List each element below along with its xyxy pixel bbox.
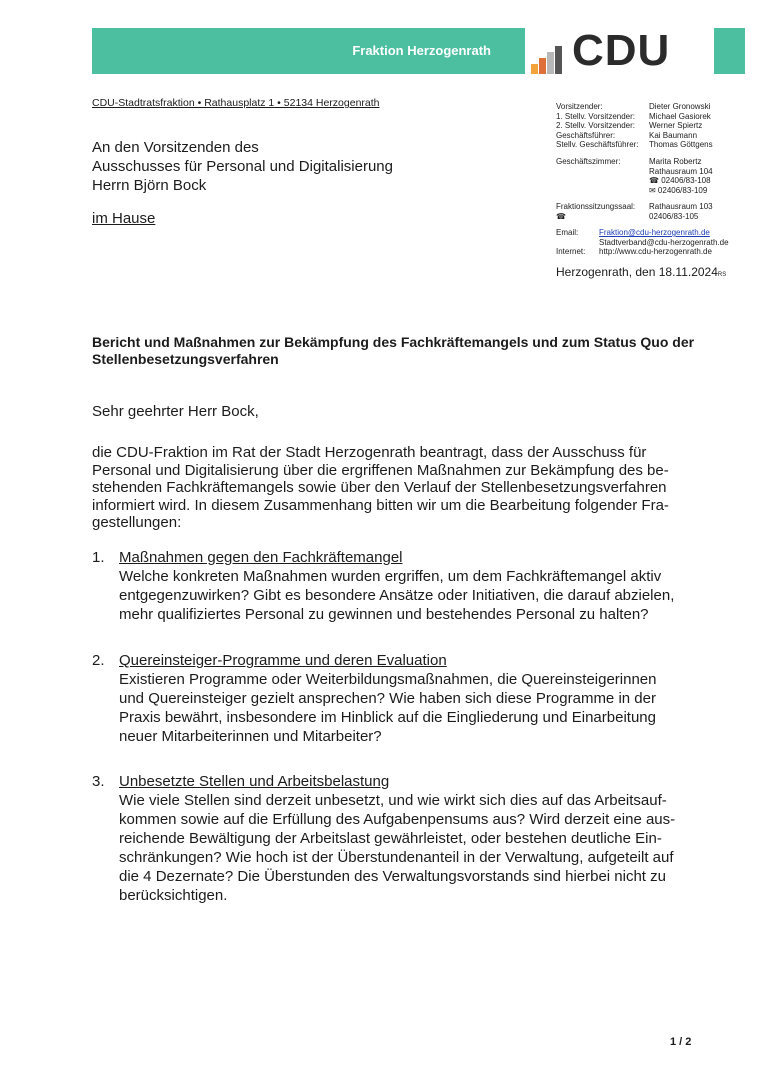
- officer-label: Geschäftsführer:: [556, 130, 616, 140]
- item-line: schränkungen? Wie hoch ist der Überstundenanteil in der Verwaltung, aufgeteilt auf: [119, 849, 674, 866]
- item-text: [119, 670, 694, 746]
- office-label: Geschäftszimmer:: [556, 157, 621, 166]
- intro-paragraph: [92, 444, 692, 532]
- office-line: Rathausraum 104: [649, 166, 713, 176]
- email-link[interactable]: Fraktion@cdu-herzogenrath.de: [599, 228, 710, 237]
- letter-date: [556, 265, 726, 279]
- item-line: Existieren Programme oder Weiterbildungsmaßnahmen, die Quereinsteigerinnen: [119, 671, 657, 688]
- officer-label: 1. Stellv. Vorsitzender:: [556, 111, 635, 121]
- cdu-logo: [531, 28, 745, 74]
- contact-block: [556, 228, 729, 257]
- paragraph-line: stehenden Fachkräftemangels sowie über den Verlauf der Stellenbesetzungsverfahren: [92, 479, 667, 497]
- item-line: Wie viele Stellen sind derzeit unbesetzt, und wie wirkt sich dies auf das Arbeitsauf-: [119, 792, 667, 809]
- email-label: Email:: [556, 228, 579, 237]
- office-block: [556, 157, 713, 195]
- item-line: mehr qualifiziertes Personal zu gewinnen und bestehendes Personal zu halten?: [119, 606, 649, 623]
- phone-icon: ☎: [556, 211, 566, 221]
- paragraph-line: die CDU-Fraktion im Rat der Stadt Herzogenrath beantragt, dass der Ausschuss für: [92, 444, 647, 461]
- header-banner: [92, 28, 525, 74]
- paragraph-line: Personal und Digitalisierung über die ergriffenen Maßnahmen zur Bekämpfung des be-: [92, 461, 669, 479]
- officer-value: Dieter Gronowski: [649, 102, 711, 111]
- date-suffix: RS: [717, 272, 727, 278]
- item-line: und Quereinsteiger gezielt ansprechen? Wie haben sich diese Programme in der: [119, 690, 656, 707]
- logo-bars-icon: [531, 42, 569, 74]
- office-line: Marita Robertz: [649, 157, 702, 166]
- office-phone: ☎ 02406/83-108: [649, 176, 711, 185]
- item-line: kommen sowie auf die Erfüllung des Aufgabenpensums aus? Wird derzeit eine aus-: [119, 811, 676, 828]
- item-text: [119, 567, 694, 624]
- item-number: 2.: [92, 652, 105, 669]
- officer-row: [556, 131, 713, 141]
- item-heading: Maßnahmen gegen den Fachkräftemangel: [119, 549, 403, 566]
- recipient-address: [92, 138, 393, 195]
- item-line: Praxis bewährt, insbesondere im Hinblick auf die Eingliederung und Einarbeitung: [119, 709, 656, 726]
- item-line: berücksichtigen.: [119, 887, 228, 904]
- recipient-line: Herrn Björn Bock: [92, 177, 207, 194]
- recipient-inhouse: im Hause: [92, 210, 156, 227]
- item-line: Welche konkreten Maßnahmen wurden ergriffen, um dem Fachkräftemangel aktiv: [119, 568, 662, 585]
- email-secondary: Stadtverband@cdu-herzogenrath.de: [599, 237, 729, 247]
- officers-block: [556, 102, 713, 150]
- recipient-line: An den Vorsitzenden des: [92, 139, 259, 156]
- sender-line: CDU-Stadtratsfraktion • Rathausplatz 1 • 52134 Herzogenrath: [92, 97, 380, 109]
- logo-stripe: [714, 28, 745, 74]
- date-text: Herzogenrath, den 18.11.2024: [556, 265, 718, 279]
- item-line: entgegenzuwirken? Gibt es besondere Ansätze oder Initiativen, die darauf abzielen,: [119, 587, 675, 604]
- officer-value: Michael Gasiorek: [649, 111, 711, 121]
- item-number: 1.: [92, 549, 105, 566]
- item-text: [119, 791, 694, 905]
- paragraph-line: informiert wird. In diesem Zusammenhang bitten wir um die Bearbeitung folgender Fra-: [92, 496, 669, 514]
- item-line: die 4 Dezernate? Die Überstunden des Verwaltungsvorstands sind hierbei nicht zu: [119, 868, 666, 885]
- meeting-room-phone: 02406/83-105: [649, 211, 699, 221]
- item-number: 3.: [92, 773, 105, 790]
- officer-row: [556, 102, 713, 112]
- officer-value: Werner Spiertz: [649, 121, 703, 130]
- logo-text: CDU: [572, 26, 671, 75]
- meeting-room-block: [556, 202, 713, 221]
- office-fax: ✉ 02406/83-109: [649, 185, 708, 195]
- item-heading: Unbesetzte Stellen und Arbeitsbelastung: [119, 773, 390, 790]
- officer-row: [556, 112, 713, 122]
- officer-label: Vorsitzender:: [556, 102, 603, 111]
- officer-row: [556, 121, 713, 131]
- officer-label: Stellv. Geschäftsführer:: [556, 140, 639, 149]
- paragraph-line: gestellungen:: [92, 514, 182, 532]
- banner-text: Fraktion Herzogenrath: [352, 43, 491, 58]
- internet-label: Internet:: [556, 247, 586, 256]
- item-heading: Quereinsteiger-Programme und deren Evaluation: [119, 652, 447, 669]
- page-number: 1 / 2: [670, 1036, 692, 1048]
- item-line: reichende Bewältigung der Arbeitslast gewährleistet, oder bestehen deutliche Ein-: [119, 830, 662, 847]
- officer-value: Thomas Göttgens: [649, 140, 713, 149]
- officer-label: 2. Stellv. Vorsitzender:: [556, 121, 635, 130]
- subject-heading: Bericht und Maßnahmen zur Bekämpfung des Fachkräftemangels und zum Status Quo der Stellenbesetzungsverfahren: [92, 334, 695, 367]
- salutation: Sehr geehrter Herr Bock,: [92, 403, 259, 420]
- officer-value: Kai Baumann: [649, 130, 698, 140]
- meeting-room-line: Rathausraum 103: [649, 202, 713, 211]
- internet-url: http://www.cdu-herzogenrath.de: [599, 247, 712, 256]
- item-line: neuer Mitarbeiterinnen und Mitarbeiter?: [119, 728, 382, 745]
- officer-row: [556, 140, 713, 150]
- meeting-room-label: Fraktionssitzungssaal:: [556, 202, 636, 211]
- recipient-line: Ausschusses für Personal und Digitalisierung: [92, 158, 393, 175]
